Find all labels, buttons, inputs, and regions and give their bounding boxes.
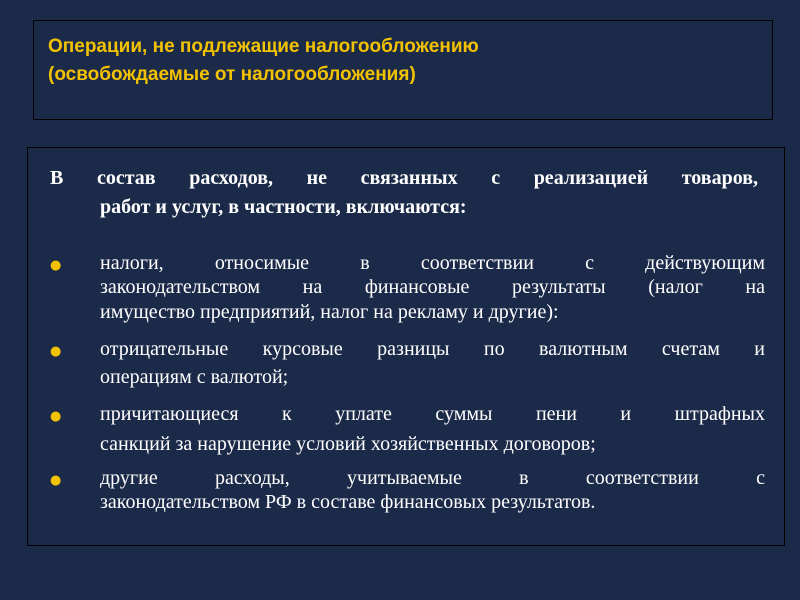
list-item-3-line-1: причитающиеся к уплате суммы пени и штрафных <box>100 403 765 425</box>
intro-text-line-1: В состав расходов, не связанных с реализацией товаров, <box>50 167 758 189</box>
slide-title-line-2: (освобождаемые от налогообложения) <box>48 64 416 85</box>
list-item-4-line-2: законодательством РФ в составе финансовых результатов. <box>100 491 596 513</box>
list-item-3-line-2: санкций за нарушение условий хозяйственных договоров; <box>100 433 596 455</box>
bullet-icon: ● <box>50 258 62 273</box>
slide-title-line-1: Операции, не подлежащие налогообложению <box>48 36 479 57</box>
list-item-1-line-3: имущество предприятий, налог на рекламу и другие): <box>100 301 559 323</box>
intro-text-line-2: работ и услуг, в частности, включаются: <box>100 196 467 218</box>
list-item-1-line-2: законодательством на финансовые результаты (налог на <box>100 276 765 298</box>
bullet-icon: ● <box>50 409 62 424</box>
list-item-1-line-1: налоги, относимые в соответствии с действующим <box>100 252 765 274</box>
list-item-2-line-2: операциям с валютой; <box>100 366 289 388</box>
slide-title-box <box>33 20 773 120</box>
list-item-2-line-1: отрицательные курсовые разницы по валютным счетам и <box>100 338 765 360</box>
bullet-icon: ● <box>50 473 62 488</box>
bullet-icon: ● <box>50 344 62 359</box>
slide-content-box <box>27 147 785 546</box>
list-item-4-line-1: другие расходы, учитываемые в соответствии с <box>100 467 765 489</box>
